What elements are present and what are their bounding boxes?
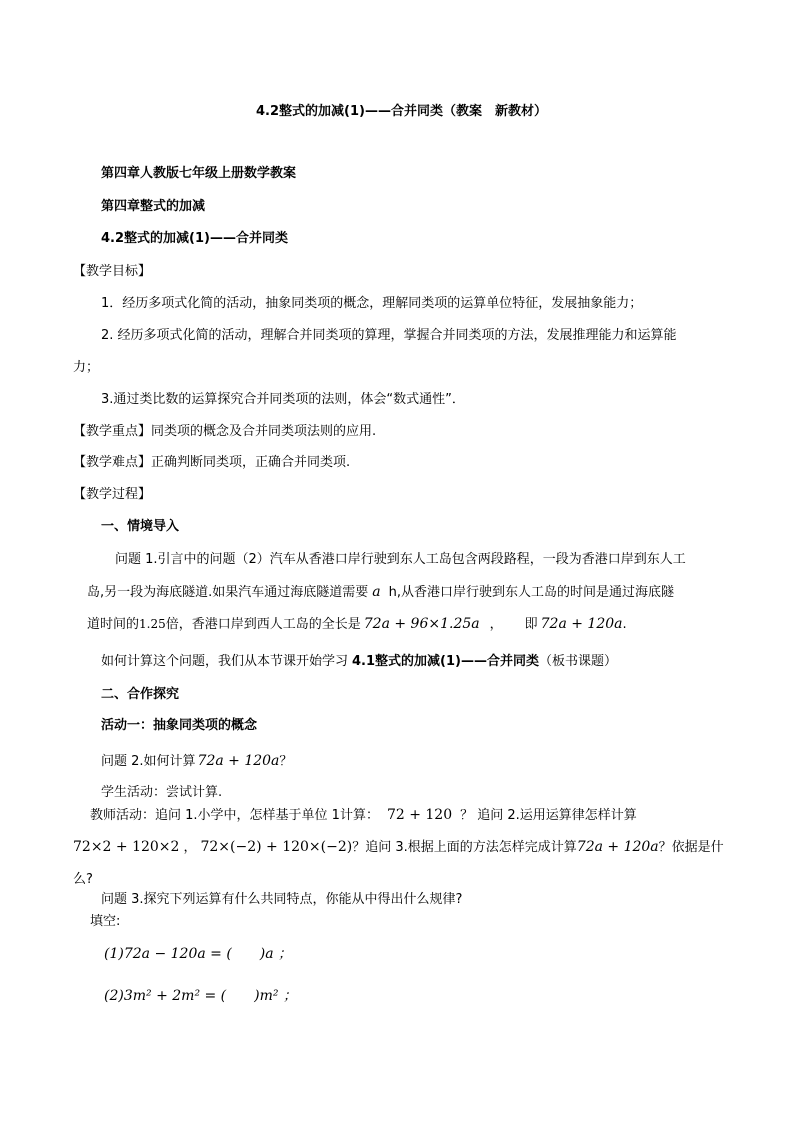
- question-1-line-3: 道时间的1.25倍，香港口岸到西人工岛的全长是 72a + 96×1.25a ， 即 72a + 120a.: [87, 616, 627, 632]
- expression-q2: 72a + 120a: [197, 753, 280, 769]
- factor-number: 1.25: [139, 617, 166, 631]
- goal-2-line-2: 力；: [73, 360, 100, 375]
- question-2: 问题 2.如何计算 72a + 120a？: [101, 753, 293, 769]
- keypoint-row: [73, 422, 376, 442]
- expression-sum: 72 + 120: [386, 807, 453, 823]
- difficulty-row: [73, 453, 350, 473]
- activity-1-heading: 活动一：抽象同类项的概念: [101, 718, 258, 733]
- variable-a: a: [372, 584, 381, 600]
- keypoint-text: 同类项的概念及合并同类项法则的应用.: [151, 424, 377, 439]
- chapter-header: 第四章整式的加减: [101, 199, 206, 214]
- teacher-activity: 教师活动：追问 1.小学中，怎样基于单位 1计算： 72 + 120 ？ 追问 2.运用运算律怎样计算: [90, 807, 637, 823]
- student-activity: 学生活动：尝试计算.: [101, 785, 223, 800]
- course-header: 第四章人教版七年级上册数学教案: [101, 166, 297, 181]
- difficulty-text: 正确判断同类项，正确合并同类项.: [151, 455, 351, 470]
- goal-3: 3.通过类比数的运算探究合并同类项的法则，体会“数式通性”．: [101, 392, 465, 407]
- exercise-1: (1)72a − 120a = ( )a ；: [104, 946, 293, 962]
- part-2-heading: 二、合作探究: [101, 687, 180, 702]
- teacher-activity-line-2: 72×2 + 120×2 ， 72×(−2) + 120×(−2)？追问 3.根据上面的方法怎样完成计算72a + 120a？依据是什: [73, 839, 724, 855]
- part-1-heading: 一、情境导入: [101, 519, 180, 534]
- lesson-title-inline: 4.1整式的加减(1)——合并同类: [352, 654, 539, 669]
- lesson-intro: 如何计算这个问题，我们从本节课开始学习 4.1整式的加减(1)——合并同类（板书课题）: [101, 654, 617, 669]
- question-1-line-1: 问题 1.引言中的问题（2）汽车从香港口岸行驶到东人工岛包含两段路程，一段为香港口岸到东人工: [115, 552, 686, 567]
- section-header: 4.2整式的加减(1)——合并同类: [101, 231, 288, 246]
- teacher-activity-line-3: 么?: [73, 872, 93, 887]
- question-3: 问题 3.探究下列运算有什么共同特点，你能从中得出什么规律?: [101, 892, 463, 907]
- question-1-line-2: 岛,另一段为海底隧道.如果汽车通过海底隧道需要 a h,从香港口岸行驶到东人工岛的时间是通过海底隧: [87, 584, 674, 600]
- fill-in-label: 填空:: [90, 914, 121, 929]
- goal-2-line-1: 2. 经历多项式化简的活动，理解合并同类项的算理，掌握合并同类项的方法，发展推理能力和运算能: [101, 328, 677, 343]
- exercise-2: (2)3m² + 2m² = ( )m² ；: [104, 988, 297, 1004]
- expression-distributive-2: 72×(−2) + 120×(−2): [200, 839, 353, 855]
- goals-heading: 【教学目标】: [73, 264, 152, 279]
- process-heading: 【教学过程】: [73, 487, 152, 502]
- goal-1: 1．经历多项式化简的活动，抽象同类项的概念，理解同类项的运算单位特征，发展抽象能力；: [101, 296, 643, 311]
- expression-distributive-1: 72×2 + 120×2: [73, 839, 180, 855]
- expression-simplified: 72a + 120a: [540, 616, 623, 632]
- document-title: 4.2整式的加减(1)——合并同类（教案 新教材）: [256, 104, 547, 119]
- expression-total-length: 72a + 96×1.25a: [363, 616, 480, 632]
- expression-q3: 72a + 120a: [576, 839, 659, 855]
- difficulty-label: 【教学难点】: [73, 455, 152, 470]
- keypoint-label: 【教学重点】: [73, 424, 152, 439]
